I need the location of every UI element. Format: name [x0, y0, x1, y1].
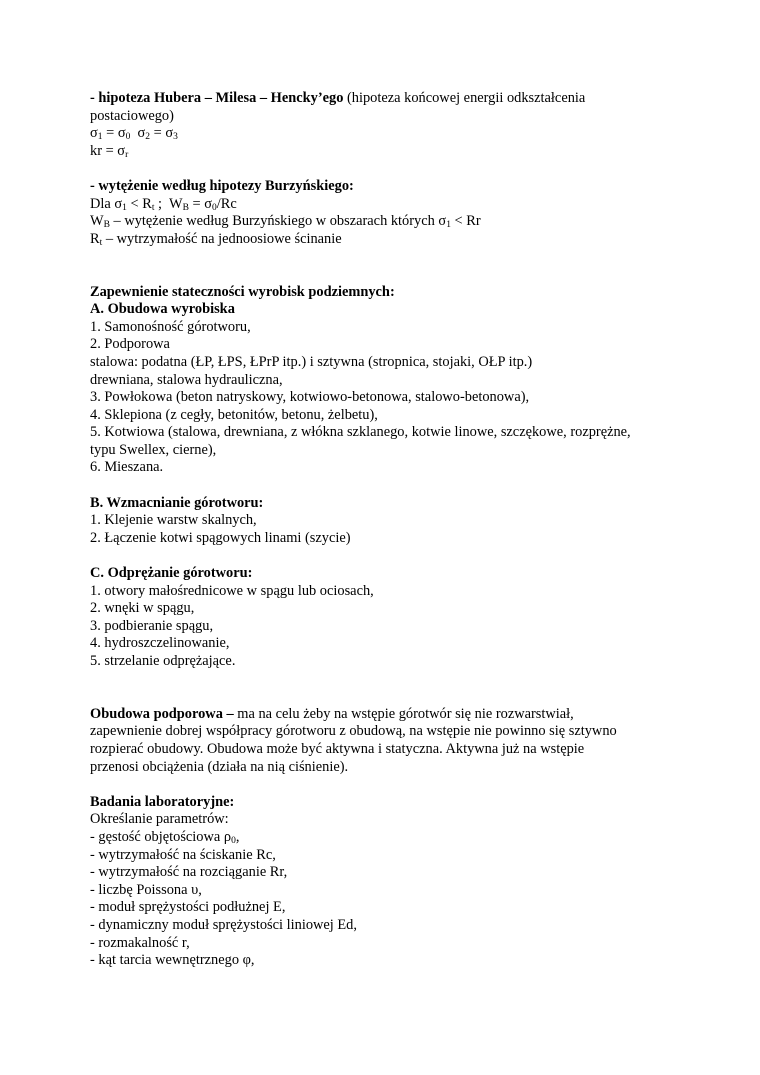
stab-c-item: 5. strzelanie odprężające.	[90, 653, 236, 669]
lab-item: - wytrzymałość na rozciąganie Rr,	[90, 864, 288, 881]
stab-a-item: 6. Mieszana.	[90, 459, 164, 476]
lab-item: - rozmakalność r,	[90, 934, 190, 951]
obud-line: przenosi obciążenia (działa na nią ciśnienie).	[90, 758, 349, 775]
huber-title-line	[90, 90, 680, 108]
burz-line-3: $R_t$ – wytrzymałość na jednoosiowe ścinanie	[90, 230, 342, 248]
stab-heading: Zapewnienie stateczności wyrobisk podziemnych:	[90, 283, 395, 300]
stab-a-item: 4. Sklepiona (z cegły, betonitów, betonu, żelbetu),	[90, 406, 378, 423]
obud-line-1: Obudowa podporowa – ma na celu żeby na wstępie górotwór się nie rozwarstwiał,	[90, 705, 574, 722]
burz-line-1: Dla $\sigma_1 < R_t$ ; $W_B = \sigma_0/Rc$	[90, 195, 237, 213]
obud-line: rozpierać obudowy. Obudowa może być aktywna i statyczna. Aktywna już na wstępie	[90, 740, 585, 757]
lab-item: - dynamiczny moduł sprężystości liniowej Ed,	[90, 916, 357, 933]
stab-a-item: 5. Kotwiowa (stalowa, drewniana, z włókna szklanego, kotwie linowe, szczękowe, rozprężne,	[90, 424, 631, 441]
stab-c-heading: C. Odprężanie górotworu:	[90, 565, 253, 582]
stab-c-item: 4. hydroszczelinowanie,	[90, 635, 230, 652]
stab-a-heading: A. Obudowa wyrobiska	[90, 301, 235, 318]
stab-c-item: 3. podbieranie spągu,	[90, 617, 214, 634]
stab-a-item: 2. Podporowa	[90, 336, 170, 353]
stab-b-item: 1. Klejenie warstw skalnych,	[90, 512, 257, 529]
burz-line-2: $W_B$ – wytężenie według Burzyńskiego w obszarach których $\sigma_1 < Rr$	[90, 213, 481, 231]
burz-heading: - wytężenie według hipotezy Burzyńskiego:	[90, 177, 354, 194]
document-content	[90, 90, 680, 970]
huber-title-cont: postaciowego)	[90, 107, 174, 124]
stab-a-item: stalowa: podatna (ŁP, ŁPS, ŁPrP itp.) i sztywna (stropnica, stojaki, OŁP itp.)	[90, 353, 533, 370]
lab-heading: Badania laboratoryjne:	[90, 793, 235, 810]
huber-formula-2: kr = $\sigma_r$	[90, 142, 129, 160]
lab-item: - kąt tarcia wewnętrznego φ,	[90, 952, 255, 969]
huber-title-rest: (hipoteza końcowej energii odkształcenia	[343, 90, 586, 106]
stab-a-item: 3. Powłokowa (beton natryskowy, kotwiowo-betonowa, stalowo-betonowa),	[90, 389, 530, 406]
lab-item: - wytrzymałość na ściskanie Rc,	[90, 846, 276, 863]
lab-intro: Określanie parametrów:	[90, 811, 229, 828]
stab-c-item: 1. otwory małośrednicowe w spągu lub ociosach,	[90, 582, 374, 599]
lab-item: - liczbę Poissona υ,	[90, 881, 202, 898]
lab-item: - moduł sprężystości podłużnej E,	[90, 899, 286, 916]
huber-title-bold: - hipoteza Hubera – Milesa – Hencky’ego	[90, 90, 344, 106]
obud-line: zapewnienie dobrej współpracy górotworu z obudową, na wstępie nie powinno się sztywno	[90, 723, 617, 740]
stab-a-item: typu Swellex, cierne),	[90, 441, 217, 458]
stab-c-item: 2. wnęki w spągu,	[90, 600, 195, 617]
huber-formula-1: $\sigma_1 = \sigma_0$ $\sigma_2 = \sigma_3$	[90, 125, 178, 143]
stab-b-item: 2. Łączenie kotwi spągowych linami (szycie)	[90, 529, 351, 546]
stab-a-item: 1. Samonośność górotworu,	[90, 318, 251, 335]
lab-item: - gęstość objętościowa $\rho_0$,	[90, 828, 240, 846]
stab-b-heading: B. Wzmacnianie górotworu:	[90, 494, 264, 511]
stab-a-item: drewniana, stalowa hydrauliczna,	[90, 371, 283, 388]
